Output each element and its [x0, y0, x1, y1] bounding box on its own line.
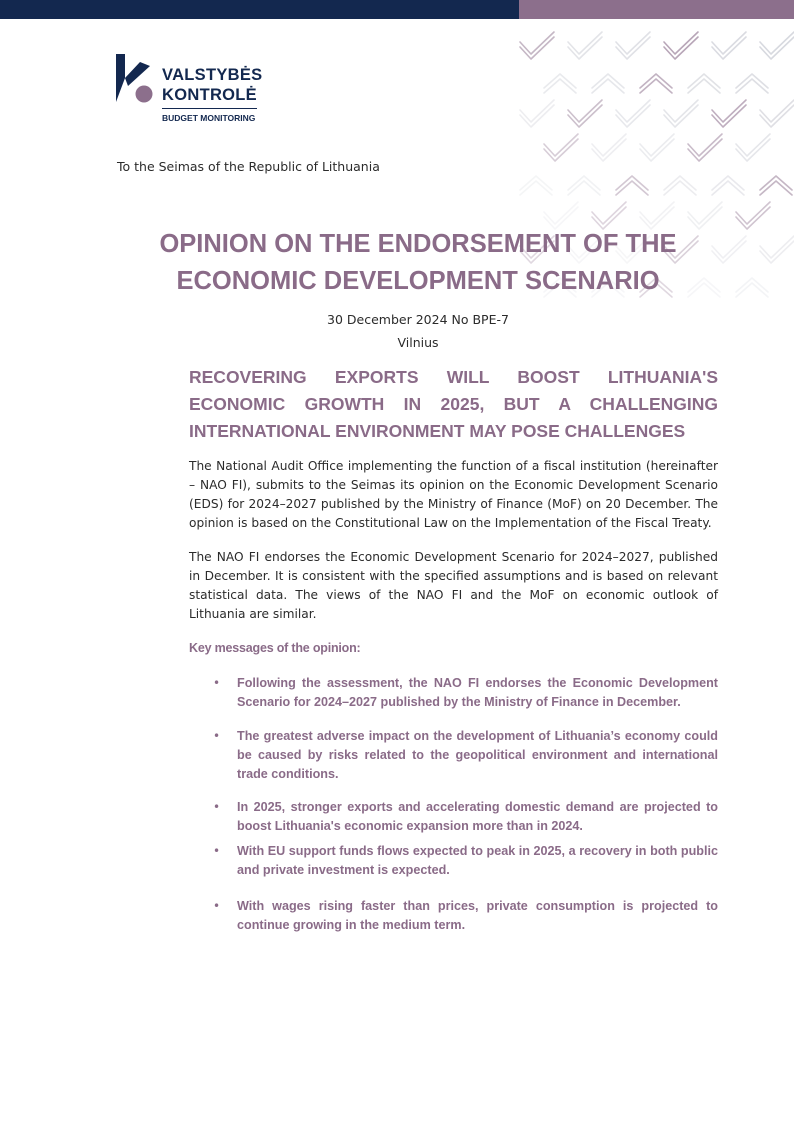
chevron-icon — [616, 100, 650, 122]
logo — [116, 52, 276, 128]
document-date-number: 30 December 2024 No BPE-7 — [327, 312, 509, 327]
endorsement-paragraph: The NAO FI endorses the Economic Development Scenario for 2024–2027, published in December. It is consistent with the specified assumptions and is based on relevant statistical data. The views of the NAO FI and the MoF on economic outlook of Lithuania are similar. — [189, 550, 718, 621]
logo-divider — [162, 108, 257, 109]
chevron-icon — [712, 236, 746, 258]
key-message-text: In 2025, stronger exports and accelerating domestic demand are projected to boost Lithuania's economic expansion more than in 2024. — [237, 800, 718, 833]
chevron-icon — [712, 32, 746, 54]
chevron-icon — [736, 79, 768, 93]
chevron-icon — [544, 74, 576, 88]
list-item — [213, 842, 718, 880]
key-message-text: The greatest adverse impact on the development of Lithuania’s economy could be caused by risks related to the geopolitical environment and international trade conditions. — [237, 729, 718, 781]
chevron-icon — [592, 79, 624, 93]
chevron-icon — [520, 32, 554, 54]
addressee: To the Seimas of the Republic of Lithuania — [117, 159, 380, 174]
chevron-icon — [520, 181, 552, 195]
chevron-icon — [688, 74, 720, 88]
chevron-icon — [520, 176, 552, 190]
chevron-icon — [568, 176, 600, 190]
chevron-icon — [688, 202, 722, 224]
chevron-icon — [592, 202, 626, 224]
chevron-icon — [712, 181, 744, 195]
chevron-icon — [640, 202, 674, 224]
chevron-icon — [664, 176, 696, 190]
logo-mark-icon — [116, 52, 156, 108]
list-item — [213, 798, 718, 836]
headline: RECOVERING EXPORTS WILL BOOST LITHUANIA'S ECONOMIC GROWTH IN 2025, BUT A CHALLENGING INTERNATIONAL ENVIRONMENT MAY POSE CHALLENGES — [189, 367, 718, 441]
document-title-line1: OPINION ON THE ENDORSEMENT OF THE — [159, 230, 677, 258]
chevron-icon — [664, 100, 698, 122]
bullet-icon: • — [213, 800, 221, 814]
chevron-icon — [736, 283, 768, 297]
chevron-icon — [760, 176, 792, 190]
chevron-icon — [760, 100, 794, 122]
top-bar-navy — [0, 0, 519, 19]
chevron-icon — [640, 134, 674, 156]
key-messages-heading: Key messages of the opinion: — [189, 641, 361, 655]
list-item — [213, 727, 718, 784]
chevron-icon — [760, 236, 794, 258]
chevron-icon — [640, 79, 672, 93]
chevron-icon — [712, 100, 746, 122]
chevron-icon — [568, 100, 602, 122]
key-message-text: With EU support funds flows expected to peak in 2025, a recovery in both public and private investment is expected. — [237, 844, 718, 877]
chevron-icon — [568, 181, 600, 195]
document-place: Vilnius — [397, 335, 439, 350]
chevron-icon — [592, 74, 624, 88]
chevron-icon — [664, 32, 698, 54]
chevron-icon — [736, 74, 768, 88]
chevron-icon — [664, 181, 696, 195]
chevron-icon — [712, 176, 744, 190]
chevron-icon — [544, 202, 578, 224]
chevron-icon — [736, 278, 768, 292]
chevron-icon — [688, 79, 720, 93]
bullet-icon: • — [213, 676, 221, 690]
chevron-icon — [592, 134, 626, 156]
logo-text-line1: VALSTYBĖS — [162, 66, 263, 84]
chevron-icon — [688, 134, 722, 156]
top-bar-mauve — [519, 0, 794, 19]
chevron-icon — [640, 74, 672, 88]
document-title — [120, 226, 716, 300]
chevron-icon — [736, 134, 770, 156]
key-message-text: Following the assessment, the NAO FI endorses the Economic Development Scenario for 2024–2027 published by the Ministry of Finance in December. — [237, 676, 718, 709]
chevron-icon — [544, 134, 578, 156]
logo-subtitle: BUDGET MONITORING — [162, 113, 256, 123]
bullet-icon: • — [213, 899, 221, 913]
chevron-icon — [544, 79, 576, 93]
bullet-icon: • — [213, 844, 221, 858]
key-message-text: With wages rising faster than prices, private consumption is projected to continue growing in the medium term. — [237, 899, 718, 932]
bullet-icon: • — [213, 729, 221, 743]
logo-text-line2: KONTROLĖ — [162, 86, 257, 104]
list-item — [213, 674, 718, 712]
chevron-icon — [616, 181, 648, 195]
chevron-icon — [760, 181, 792, 195]
chevron-icon — [736, 202, 770, 224]
list-item — [213, 897, 718, 935]
chevron-icon — [616, 32, 650, 54]
chevron-icon — [568, 32, 602, 54]
chevron-icon — [520, 100, 554, 122]
document-title-line2: ECONOMIC DEVELOPMENT SCENARIO — [176, 267, 660, 295]
chevron-icon — [616, 176, 648, 190]
intro-paragraph: The National Audit Office implementing the function of a fiscal institution (hereinafter – NAO FI), submits to the Seimas its opinion on the Economic Development Scenario (EDS) for 2024–2027 published by the Ministry of Finance (MoF) on 20 December. The opinion is based on the Constitutional Law on the Implementation of the Fiscal Treaty. — [189, 459, 718, 530]
chevron-icon — [760, 32, 794, 54]
